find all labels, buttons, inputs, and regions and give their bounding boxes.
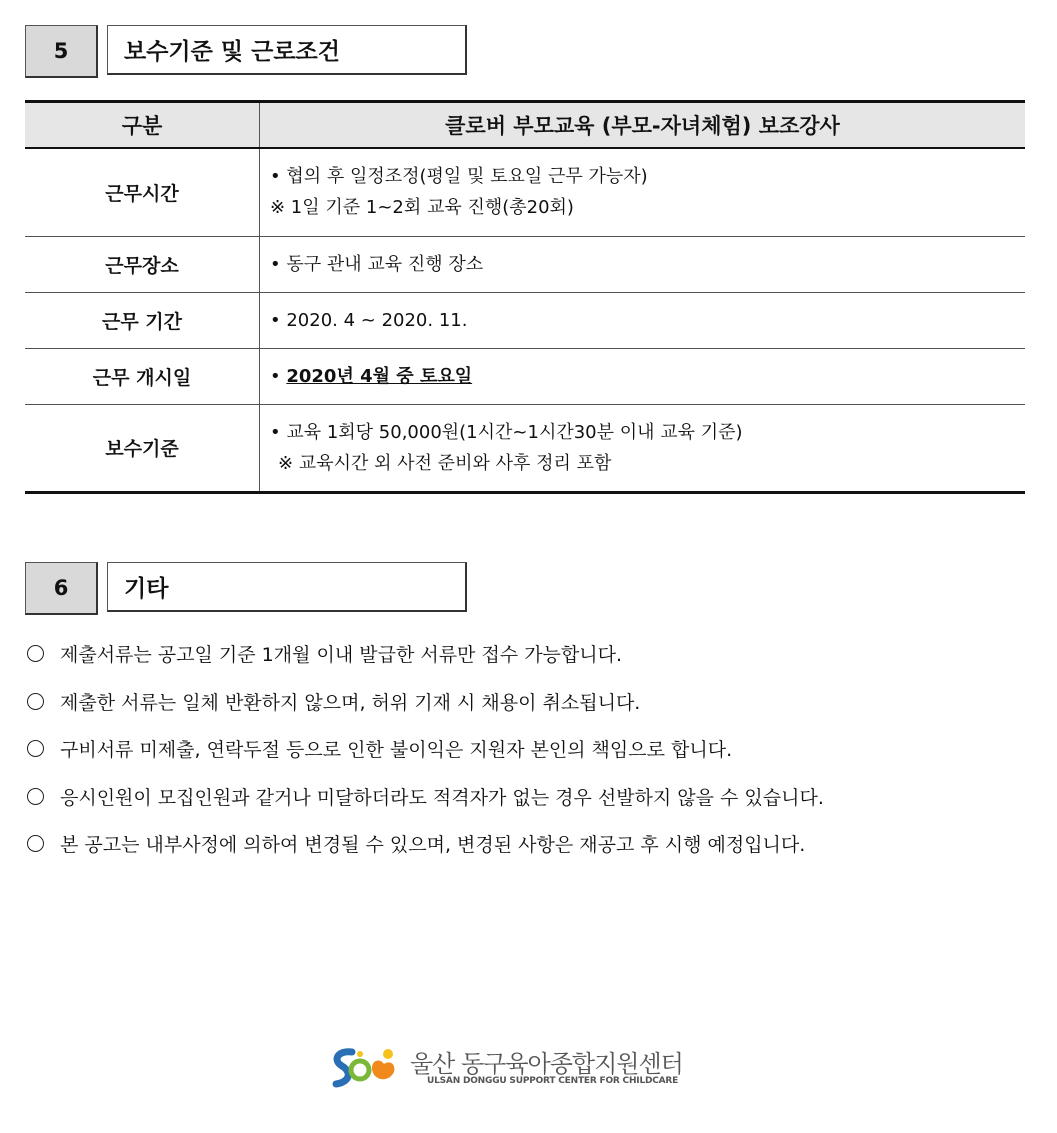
list-item (27, 678, 824, 726)
section-title: 기타 (107, 562, 467, 612)
section-number: 6 (25, 562, 98, 615)
note-text: 제출한 서류는 일체 반환하지 않으며, 허위 기재 시 채용이 취소됩니다. (60, 691, 641, 714)
table-header-row (25, 102, 1025, 149)
circle-bullet-icon (27, 835, 44, 852)
row-label: 근무시간 (25, 148, 260, 236)
table-row (25, 404, 1025, 492)
row-value (260, 236, 1026, 292)
header-position: 클로버 부모교육 (부모-자녀체험) 보조강사 (260, 102, 1026, 149)
value-line: • 동구 관내 교육 진행 장소 (270, 253, 484, 275)
value-line: • 교육 1회당 50,000원(1시간~1시간30분 이내 교육 기준) (270, 421, 743, 443)
list-item (27, 630, 824, 678)
bullet: • (270, 365, 281, 387)
logo-mark-icon (330, 1046, 402, 1092)
value-line: ※ 교육시간 외 사전 준비와 사후 정리 포함 (278, 452, 612, 474)
row-value (260, 148, 1026, 236)
circle-bullet-icon (27, 693, 44, 710)
row-label: 근무 개시일 (25, 348, 260, 404)
logo-name-english: ULSAN DONGGU SUPPORT CENTER FOR CHILDCARE (427, 1076, 679, 1086)
section-number: 5 (25, 25, 98, 78)
table-row (25, 148, 1025, 236)
row-label: 근무장소 (25, 236, 260, 292)
value-line: • 2020. 4 ~ 2020. 11. (270, 309, 468, 331)
note-text: 제출서류는 공고일 기준 1개월 이내 발급한 서류만 접수 가능합니다. (60, 644, 623, 667)
circle-bullet-icon (27, 740, 44, 757)
row-value (260, 404, 1026, 492)
conditions-table (25, 100, 1025, 494)
value-line: • 협의 후 일정조정(평일 및 토요일 근무 가능자) (270, 166, 648, 188)
list-item (27, 820, 824, 868)
table-row (25, 348, 1025, 404)
circle-bullet-icon (27, 788, 44, 805)
row-label: 근무 기간 (25, 292, 260, 348)
table-row (25, 292, 1025, 348)
note-text: 구비서류 미제출, 연락두절 등으로 인한 불이익은 지원자 본인의 책임으로 합니다. (60, 739, 733, 762)
logo-name-korean: 울산 동구육아종합지원센터 (410, 1050, 683, 1078)
row-label: 보수기준 (25, 404, 260, 492)
note-text: 응시인원이 모집인원과 같거나 미달하더라도 적격자가 없는 경우 선발하지 않을 수 있습니다. (60, 786, 824, 809)
value-line: ※ 1일 기준 1~2회 교육 진행(총20회) (270, 197, 574, 219)
header-category: 구분 (25, 102, 260, 149)
circle-bullet-icon (27, 645, 44, 662)
list-item (27, 773, 824, 821)
value-line (270, 361, 1024, 392)
list-item (27, 725, 824, 773)
note-text: 본 공고는 내부사정에 의하여 변경될 수 있으며, 변경된 사항은 재공고 후 시행 예정입니다. (60, 834, 806, 857)
row-value (260, 292, 1026, 348)
section-title: 보수기준 및 근로조건 (107, 25, 467, 75)
start-date-emphasis: 2020년 4월 중 토요일 (286, 365, 473, 387)
notes-list (27, 630, 824, 868)
table-row (25, 236, 1025, 292)
row-value (260, 348, 1026, 404)
